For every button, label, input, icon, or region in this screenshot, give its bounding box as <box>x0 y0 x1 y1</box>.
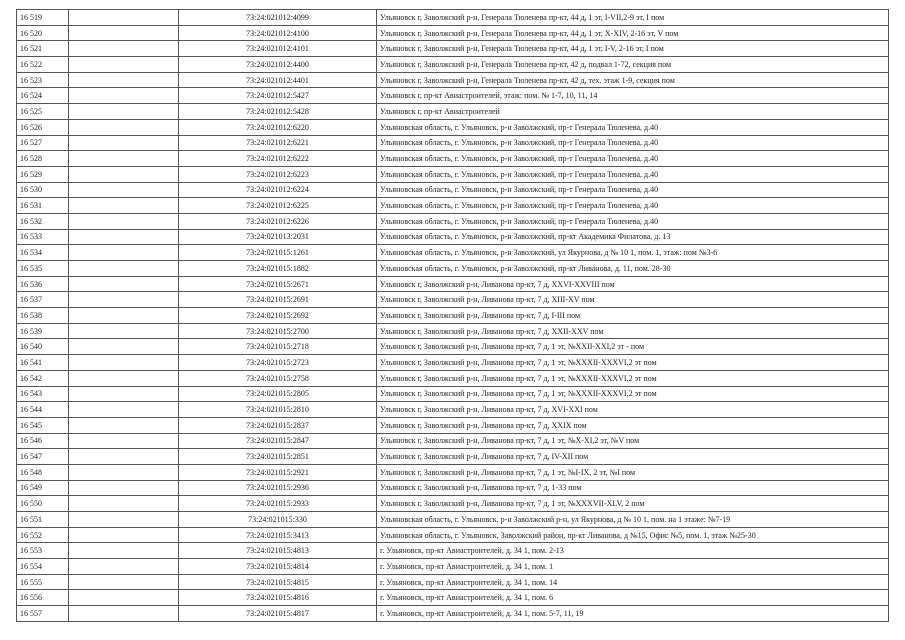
row-number-cell: 16 552 <box>17 527 69 543</box>
row-number-cell: 16 549 <box>17 480 69 496</box>
cadastral-number-cell: 73:24:021015:2723 <box>179 355 377 371</box>
address-cell: Ульяновская область, г. Ульяновск, р-н Заволжский, ул Якурнова, д № 10 1, пом. 1, этаж: пом №3-6 <box>377 245 889 261</box>
empty-cell <box>69 261 179 277</box>
cadastral-number-cell: 73:24:021012:4400 <box>179 57 377 73</box>
table-row <box>17 292 889 308</box>
row-number-cell: 16 556 <box>17 590 69 606</box>
cadastral-number-cell: 73:24:021015:4815 <box>179 574 377 590</box>
empty-cell <box>69 104 179 120</box>
empty-cell <box>69 213 179 229</box>
address-cell: Ульяновск г, Заволжский р-н, Генерала Тюленева пр-кт, 44 д, 1 эт, I-V, 2-16 эт, I пом <box>377 41 889 57</box>
address-cell: Ульяновская область, г. Ульяновск, р-н Заволжский, пр-т Генерала Тюленева, д.40 <box>377 151 889 167</box>
address-cell: Ульяновск г, Заволжский р-н, Ливанова пр-кт, 7 д, IV-XII пом <box>377 449 889 465</box>
cadastral-number-cell: 73:24:021012:4100 <box>179 25 377 41</box>
cadastral-number-cell: 73:24:021015:2837 <box>179 417 377 433</box>
address-cell: Ульяновск г, Заволжский р-н, Ливанова пр-кт, 7 д, I-III пом <box>377 308 889 324</box>
address-cell: Ульяновская область, г. Ульяновск, р-н Заволжский, пр-кт Ливанова, д. 11, пом. 28-30 <box>377 261 889 277</box>
empty-cell <box>69 480 179 496</box>
cadastral-number-cell: 73:24:021012:6220 <box>179 119 377 135</box>
empty-cell <box>69 276 179 292</box>
cadastral-number-cell: 73:24:021015:2692 <box>179 308 377 324</box>
cadastral-number-cell: 73:24:021015:2847 <box>179 433 377 449</box>
row-number-cell: 16 526 <box>17 119 69 135</box>
address-cell: Ульяновская область, г. Ульяновск, р-н Заволжский, пр-кт Академика Филатова, д. 13 <box>377 229 889 245</box>
row-number-cell: 16 554 <box>17 559 69 575</box>
cadastral-number-cell: 73:24:021015:2921 <box>179 464 377 480</box>
address-cell: Ульяновск г, Заволжский р-н, Ливанова пр-кт, 7 д, 1 эт, №XXXII-XXXVI,2 эт пом <box>377 355 889 371</box>
row-number-cell: 16 527 <box>17 135 69 151</box>
empty-cell <box>69 119 179 135</box>
table-row <box>17 417 889 433</box>
empty-cell <box>69 433 179 449</box>
row-number-cell: 16 548 <box>17 464 69 480</box>
cadastral-number-cell: 73:24:021015:2810 <box>179 402 377 418</box>
table-row <box>17 433 889 449</box>
empty-cell <box>69 339 179 355</box>
row-number-cell: 16 536 <box>17 276 69 292</box>
table-row <box>17 308 889 324</box>
empty-cell <box>69 292 179 308</box>
cadastral-number-cell: 73:24:021015:2691 <box>179 292 377 308</box>
table-row <box>17 182 889 198</box>
row-number-cell: 16 545 <box>17 417 69 433</box>
empty-cell <box>69 606 179 622</box>
table-row <box>17 464 889 480</box>
table-row <box>17 72 889 88</box>
empty-cell <box>69 72 179 88</box>
table-row <box>17 198 889 214</box>
empty-cell <box>69 449 179 465</box>
row-number-cell: 16 555 <box>17 574 69 590</box>
empty-cell <box>69 464 179 480</box>
empty-cell <box>69 496 179 512</box>
address-cell: Ульяновск г, пр-кт Авиастроителей, этаж: пом. № 1-7, 10, 11, 14 <box>377 88 889 104</box>
row-number-cell: 16 521 <box>17 41 69 57</box>
cadastral-number-cell: 73:24:021015:330 <box>179 512 377 528</box>
row-number-cell: 16 551 <box>17 512 69 528</box>
cadastral-number-cell: 73:24:021015:1882 <box>179 261 377 277</box>
row-number-cell: 16 531 <box>17 198 69 214</box>
cadastral-number-cell: 73:24:021015:2805 <box>179 386 377 402</box>
cadastral-number-cell: 73:24:021015:4813 <box>179 543 377 559</box>
address-cell: Ульяновск г, Заволжский р-н, Ливанова пр-кт, 7 д, XXVI-XXVIII пом <box>377 276 889 292</box>
cadastral-number-cell: 73:24:021015:2758 <box>179 370 377 386</box>
address-cell: Ульяновск г, Заволжский р-н, Ливанова пр-кт, 7 д, XXII-XXV пом <box>377 323 889 339</box>
empty-cell <box>69 135 179 151</box>
address-cell: Ульяновск г, Заволжский р-н, Ливанова пр-кт, 7 д, 1 эт, №X-XI,2 эт, №V пом <box>377 433 889 449</box>
address-cell: Ульяновская область, г. Ульяновск, р-н Заволжский, пр-т Генерала Тюленева, д.40 <box>377 119 889 135</box>
address-cell: Ульяновск г, Заволжский р-н, Ливанова пр-кт, 7 д, 1 эт, №XXXII-XXXVI,2 эт пом <box>377 386 889 402</box>
cadastral-number-cell: 73:24:021012:4099 <box>179 10 377 26</box>
address-cell: г. Ульяновск, пр-кт Авиастроителей, д. 34 1, пом. 6 <box>377 590 889 606</box>
row-number-cell: 16 557 <box>17 606 69 622</box>
row-number-cell: 16 532 <box>17 213 69 229</box>
empty-cell <box>69 527 179 543</box>
address-cell: Ульяновская область, г. Ульяновск, р-н Заволжский, пр-т Генерала Тюленева, д.40 <box>377 166 889 182</box>
cadastral-number-cell: 73:24:021015:3413 <box>179 527 377 543</box>
table-row <box>17 574 889 590</box>
empty-cell <box>69 10 179 26</box>
row-number-cell: 16 534 <box>17 245 69 261</box>
address-cell: Ульяновская область, г. Ульяновск, р-н Заволжский, пр-т Генерала Тюленева, д.40 <box>377 135 889 151</box>
empty-cell <box>69 57 179 73</box>
cadastral-number-cell: 73:24:021015:2718 <box>179 339 377 355</box>
cadastral-number-cell: 73:24:021012:4101 <box>179 41 377 57</box>
table-row <box>17 41 889 57</box>
row-number-cell: 16 519 <box>17 10 69 26</box>
table-row <box>17 229 889 245</box>
table-row <box>17 151 889 167</box>
table-row <box>17 135 889 151</box>
row-number-cell: 16 530 <box>17 182 69 198</box>
empty-cell <box>69 559 179 575</box>
cadastral-number-cell: 73:24:021015:2671 <box>179 276 377 292</box>
table-row <box>17 527 889 543</box>
table-row <box>17 88 889 104</box>
row-number-cell: 16 538 <box>17 308 69 324</box>
empty-cell <box>69 355 179 371</box>
empty-cell <box>69 402 179 418</box>
address-cell: Ульяновск г, Заволжский р-н, Ливанова пр-кт, 7 д, 1 эт, №XXXVII-XLV, 2 пом <box>377 496 889 512</box>
row-number-cell: 16 553 <box>17 543 69 559</box>
address-cell: Ульяновск г, Заволжский р-н, Ливанова пр-кт, 7 д, 1-33 пом <box>377 480 889 496</box>
row-number-cell: 16 528 <box>17 151 69 167</box>
row-number-cell: 16 520 <box>17 25 69 41</box>
address-cell: Ульяновск г, Заволжский р-н, Генерала Тюленева пр-кт, 44 д, 1 эт, I-VII,2-9 эт, I пом <box>377 10 889 26</box>
cadastral-number-cell: 73:24:021013:2031 <box>179 229 377 245</box>
empty-cell <box>69 166 179 182</box>
row-number-cell: 16 523 <box>17 72 69 88</box>
row-number-cell: 16 533 <box>17 229 69 245</box>
table-row <box>17 590 889 606</box>
address-cell: Ульяновск г, Заволжский р-н, Ливанова пр-кт, 7 д, XVI-XXI пом <box>377 402 889 418</box>
table-row <box>17 480 889 496</box>
table-row <box>17 213 889 229</box>
empty-cell <box>69 543 179 559</box>
row-number-cell: 16 524 <box>17 88 69 104</box>
row-number-cell: 16 542 <box>17 370 69 386</box>
empty-cell <box>69 41 179 57</box>
table-row <box>17 104 889 120</box>
row-number-cell: 16 543 <box>17 386 69 402</box>
table-row <box>17 559 889 575</box>
empty-cell <box>69 245 179 261</box>
cadastral-number-cell: 73:24:021012:5427 <box>179 88 377 104</box>
table-row <box>17 355 889 371</box>
empty-cell <box>69 323 179 339</box>
table-row <box>17 449 889 465</box>
address-cell: Ульяновская область, г. Ульяновск, р-н Заволжский, пр-т Генерала Тюленева, д.40 <box>377 182 889 198</box>
row-number-cell: 16 546 <box>17 433 69 449</box>
table-row <box>17 245 889 261</box>
empty-cell <box>69 182 179 198</box>
address-cell: г. Ульяновск, пр-кт Авиастроителей, д. 34 1, пом. 5-7, 11, 19 <box>377 606 889 622</box>
row-number-cell: 16 547 <box>17 449 69 465</box>
empty-cell <box>69 308 179 324</box>
cadastral-number-cell: 73:24:021012:6226 <box>179 213 377 229</box>
cadastral-number-cell: 73:24:021012:4401 <box>179 72 377 88</box>
cadastral-number-cell: 73:24:021015:2936 <box>179 480 377 496</box>
address-cell: Ульяновск г, Заволжский р-н, Генерала Тюленева пр-кт, 42 д, тех. этаж 1-9, секция пом <box>377 72 889 88</box>
empty-cell <box>69 417 179 433</box>
table-row <box>17 370 889 386</box>
table-row <box>17 339 889 355</box>
empty-cell <box>69 590 179 606</box>
row-number-cell: 16 539 <box>17 323 69 339</box>
cadastral-number-cell: 73:24:021015:1261 <box>179 245 377 261</box>
table-row <box>17 10 889 26</box>
registry-table <box>16 9 889 622</box>
empty-cell <box>69 229 179 245</box>
empty-cell <box>69 386 179 402</box>
row-number-cell: 16 525 <box>17 104 69 120</box>
cadastral-number-cell: 73:24:021012:5428 <box>179 104 377 120</box>
address-cell: Ульяновск г, Заволжский р-н, Ливанова пр-кт, 7 д, XXIX пом <box>377 417 889 433</box>
table-row <box>17 166 889 182</box>
empty-cell <box>69 370 179 386</box>
cadastral-number-cell: 73:24:021012:6225 <box>179 198 377 214</box>
table-row <box>17 606 889 622</box>
address-cell: Ульяновск г, Заволжский р-н, Генерала Тюленева пр-кт, 42 д, подвал 1-72, секция пом <box>377 57 889 73</box>
row-number-cell: 16 529 <box>17 166 69 182</box>
cadastral-number-cell: 73:24:021015:4817 <box>179 606 377 622</box>
empty-cell <box>69 151 179 167</box>
address-cell: Ульяновская область, г. Ульяновск, р-н Заволжский, пр-т Генерала Тюленева, д.40 <box>377 213 889 229</box>
row-number-cell: 16 537 <box>17 292 69 308</box>
registry-table-body <box>17 10 889 622</box>
row-number-cell: 16 540 <box>17 339 69 355</box>
table-row <box>17 386 889 402</box>
table-row <box>17 543 889 559</box>
cadastral-number-cell: 73:24:021012:6224 <box>179 182 377 198</box>
row-number-cell: 16 541 <box>17 355 69 371</box>
cadastral-number-cell: 73:24:021015:4816 <box>179 590 377 606</box>
row-number-cell: 16 535 <box>17 261 69 277</box>
table-row <box>17 261 889 277</box>
address-cell: Ульяновск г, Заволжский р-н, Ливанова пр-кт, 7 д, 1 эт, №I-IX, 2 эт, №I пом <box>377 464 889 480</box>
empty-cell <box>69 88 179 104</box>
table-row <box>17 25 889 41</box>
cadastral-number-cell: 73:24:021012:6221 <box>179 135 377 151</box>
cadastral-number-cell: 73:24:021015:4814 <box>179 559 377 575</box>
address-cell: Ульяновск г, Заволжский р-н, Ливанова пр-кт, 7 д, 1 эт, №XXII-XXI,2 эт - пом <box>377 339 889 355</box>
address-cell: г. Ульяновск, пр-кт Авиастроителей, д. 34 1, пом. 14 <box>377 574 889 590</box>
cadastral-number-cell: 73:24:021015:2933 <box>179 496 377 512</box>
cadastral-number-cell: 73:24:021015:2700 <box>179 323 377 339</box>
empty-cell <box>69 574 179 590</box>
address-cell: Ульяновская область, г. Ульяновск, Заволжский район, пр-кт Ливанова, д №15, Офис №5, пом. 1, этаж №25-30 <box>377 527 889 543</box>
table-row <box>17 402 889 418</box>
row-number-cell: 16 550 <box>17 496 69 512</box>
empty-cell <box>69 512 179 528</box>
address-cell: Ульяновская область, г. Ульяновск, р-н Заволжский р-н, ул Якурнова, д № 10 1, пом. на 1 этаже: №7-19 <box>377 512 889 528</box>
empty-cell <box>69 198 179 214</box>
cadastral-number-cell: 73:24:021012:6222 <box>179 151 377 167</box>
table-row <box>17 119 889 135</box>
empty-cell <box>69 25 179 41</box>
address-cell: Ульяновск г, Заволжский р-н, Ливанова пр-кт, 7 д, 1 эт, №XXXII-XXXVI,2 эт пом <box>377 370 889 386</box>
address-cell: Ульяновск г, Заволжский р-н, Генерала Тюленева пр-кт, 44 д, 1 эт, X-XIV, 2-16 эт, V пом <box>377 25 889 41</box>
table-row <box>17 512 889 528</box>
cadastral-number-cell: 73:24:021015:2851 <box>179 449 377 465</box>
address-cell: г. Ульяновск, пр-кт Авиастроителей, д. 34 1, пом. 1 <box>377 559 889 575</box>
address-cell: Ульяновск г, Заволжский р-н, Ливанова пр-кт, 7 д, XIII-XV пом <box>377 292 889 308</box>
cadastral-number-cell: 73:24:021012:6223 <box>179 166 377 182</box>
table-row <box>17 323 889 339</box>
table-row <box>17 496 889 512</box>
address-cell: Ульяновская область, г. Ульяновск, р-н Заволжский, пр-т Генерала Тюленева, д.40 <box>377 198 889 214</box>
row-number-cell: 16 522 <box>17 57 69 73</box>
address-cell: Ульяновск г, пр-кт Авиастроителей <box>377 104 889 120</box>
row-number-cell: 16 544 <box>17 402 69 418</box>
address-cell: г. Ульяновск, пр-кт Авиастроителей, д. 34 1, пом. 2-13 <box>377 543 889 559</box>
table-row <box>17 276 889 292</box>
table-row <box>17 57 889 73</box>
